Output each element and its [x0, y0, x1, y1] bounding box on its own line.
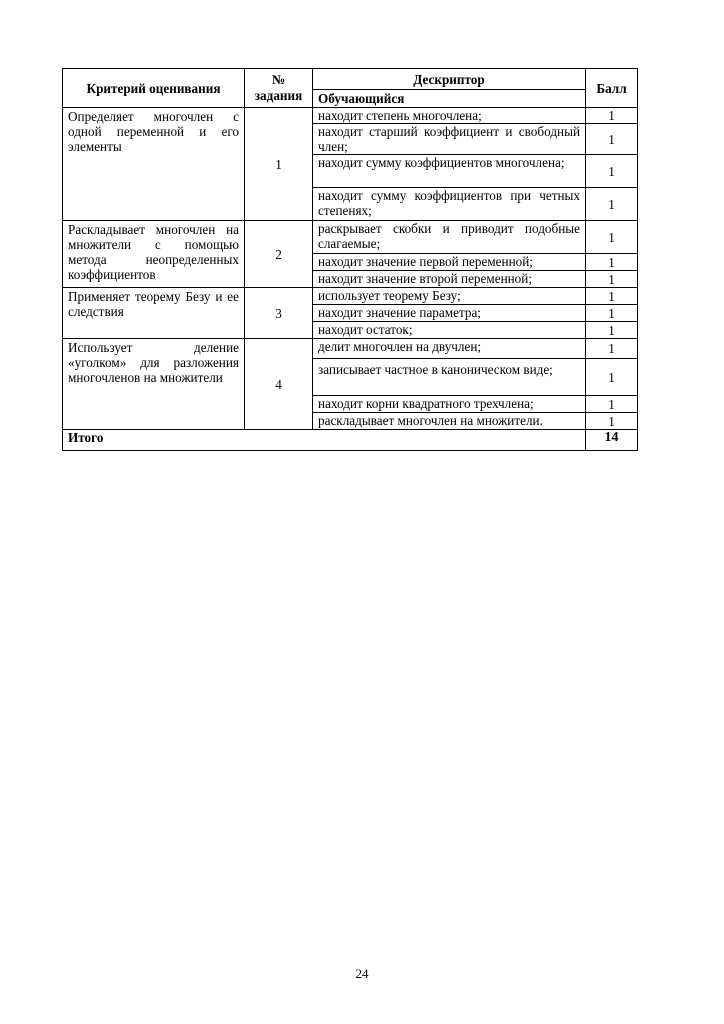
descriptor-cell: делит многочлен на двучлен;: [313, 339, 586, 359]
score-cell: 1: [586, 359, 638, 396]
task-number-cell: 4: [245, 339, 313, 430]
score-cell: 1: [586, 413, 638, 430]
score-cell: 1: [586, 254, 638, 271]
header-task-number: № задания: [245, 69, 313, 108]
total-score: 14: [586, 430, 638, 451]
descriptor-cell: находит степень многочлена;: [313, 108, 586, 124]
header-score: Балл: [586, 69, 638, 108]
criterion-cell: Применяет теорему Безу и ее следствия: [63, 288, 245, 339]
descriptor-cell: находит значение второй переменной;: [313, 271, 586, 288]
score-cell: 1: [586, 124, 638, 155]
descriptor-cell: использует теорему Безу;: [313, 288, 586, 305]
score-cell: 1: [586, 155, 638, 188]
table-row: [63, 221, 638, 254]
total-row: [63, 430, 638, 451]
descriptor-cell: находит значение первой переменной;: [313, 254, 586, 271]
criterion-cell: Использует деление «уголком» для разложения многочленов на множители: [63, 339, 245, 430]
descriptor-cell: находит сумму коэффициентов при четных степенях;: [313, 188, 586, 221]
task-number-cell: 3: [245, 288, 313, 339]
criterion-cell: Раскладывает многочлен на множители с помощью метода неопределенных коэффициентов: [63, 221, 245, 288]
score-cell: 1: [586, 108, 638, 124]
score-cell: 1: [586, 322, 638, 339]
descriptor-cell: находит остаток;: [313, 322, 586, 339]
score-cell: 1: [586, 339, 638, 359]
total-label: Итого: [63, 430, 586, 451]
header-criterion: Критерий оценивания: [63, 69, 245, 108]
descriptor-cell: находит корни квадратного трехчлена;: [313, 396, 586, 413]
score-cell: 1: [586, 221, 638, 254]
header-student: Обучающийся: [313, 90, 586, 108]
score-cell: 1: [586, 288, 638, 305]
table-row: [63, 108, 638, 124]
table-row: [63, 339, 638, 359]
task-number-cell: 2: [245, 221, 313, 288]
descriptor-cell: раскрывает скобки и приводит подобные слагаемые;: [313, 221, 586, 254]
score-cell: 1: [586, 271, 638, 288]
table-row: [63, 288, 638, 305]
score-cell: 1: [586, 188, 638, 221]
descriptor-cell: находит старший коэффициент и свободный член;: [313, 124, 586, 155]
page-number: 24: [355, 966, 369, 981]
criterion-cell: Определяет многочлен с одной переменной и его элементы: [63, 108, 245, 221]
score-cell: 1: [586, 396, 638, 413]
task-number-cell: 1: [245, 108, 313, 221]
descriptor-cell: раскладывает многочлен на множители.: [313, 413, 586, 430]
descriptor-cell: находит сумму коэффициентов многочлена;: [313, 155, 586, 188]
header-descriptor: Дескриптор: [313, 69, 586, 90]
assessment-rubric-table: [62, 68, 638, 451]
descriptor-cell: записывает частное в каноническом виде;: [313, 359, 586, 396]
score-cell: 1: [586, 305, 638, 322]
descriptor-cell: находит значение параметра;: [313, 305, 586, 322]
